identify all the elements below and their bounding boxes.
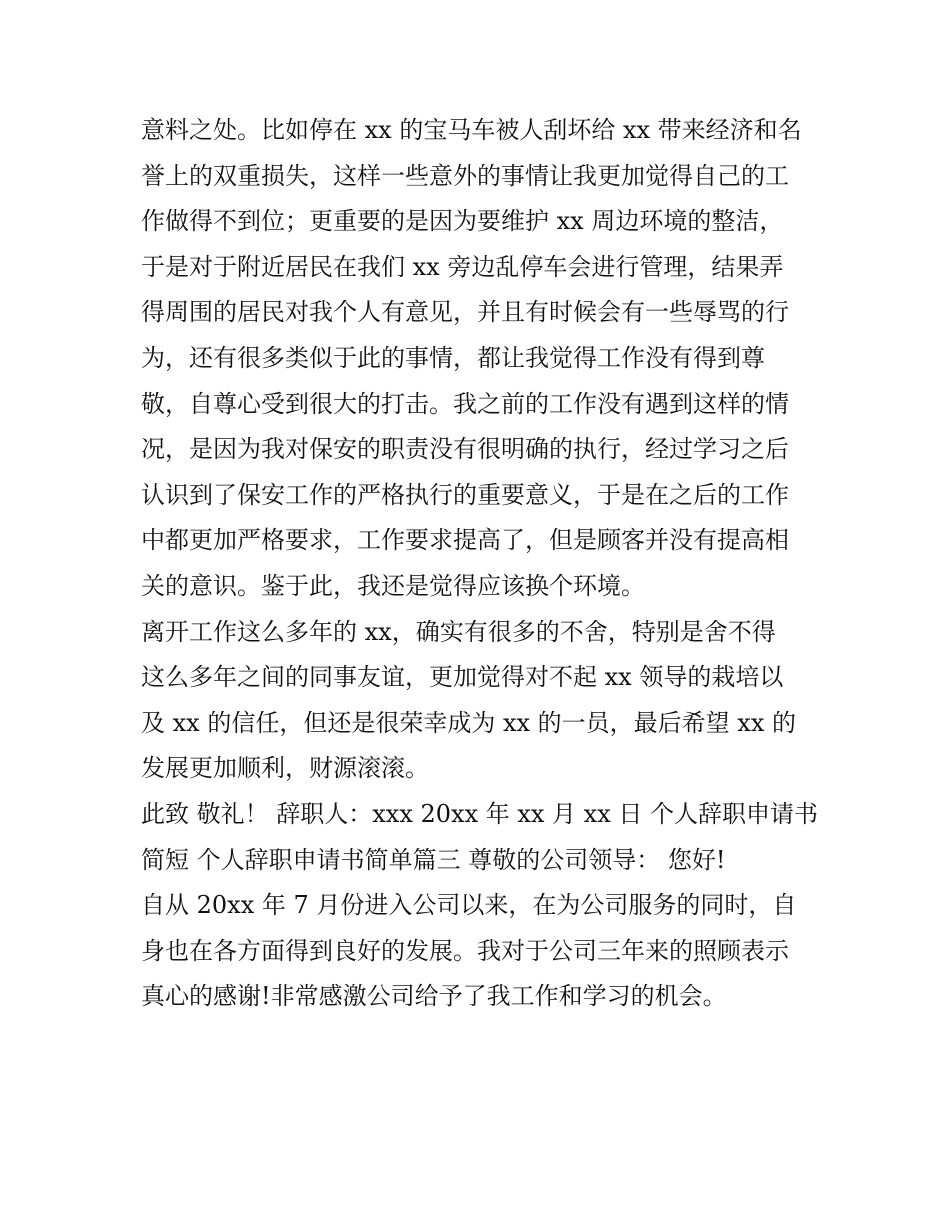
text-line: 简短 个人辞职申请书简单篇三 尊敬的公司领导： 您好! <box>141 845 726 874</box>
text-line: 作做得不到位；更重要的是因为要维护 xx 周边环境的整洁， <box>141 207 784 236</box>
text-line: 敬，自尊心受到很大的打击。我之前的工作没有遇到这样的情 <box>141 389 789 418</box>
text-line: 此致 敬礼！ 辞职人：xxx 20xx 年 xx 月 xx 日 个人辞职申请书 <box>141 799 819 828</box>
text-line: 于是对于附近居民在我们 xx 旁边乱停车会进行管理，结果弄 <box>141 252 784 281</box>
text-line: 意料之处。比如停在 xx 的宝马车被人刮坏给 xx 带来经济和名 <box>141 116 802 144</box>
text-line: 身也在各方面得到良好的发展。我对于公司三年来的照顾表示 <box>141 936 789 965</box>
text-line: 及 xx 的信任，但还是很荣幸成为 xx 的一员，最后希望 xx 的 <box>141 708 796 737</box>
text-line: 关的意识。鉴于此，我还是觉得应该换个环境。 <box>141 571 645 600</box>
body-text <box>141 108 821 1020</box>
text-line: 得周围的居民对我个人有意见，并且有时候会有一些辱骂的行 <box>141 298 789 327</box>
text-line: 这么多年之间的同事友谊，更加觉得对不起 xx 领导的栽培以 <box>141 663 784 692</box>
text-line: 离开工作这么多年的 xx，确实有很多的不舍，特别是舍不得 <box>141 617 776 646</box>
text-line: 真心的感谢!非常感激公司给予了我工作和学习的机会。 <box>141 982 727 1011</box>
text-line: 自从 20xx 年 7 月份进入公司以来，在为公司服务的同时，自 <box>141 891 797 920</box>
text-line: 况，是因为我对保安的职责没有很明确的执行，经过学习之后 <box>141 435 789 464</box>
text-line: 中都更加严格要求，工作要求提高了，但是顾客并没有提高相 <box>141 526 789 555</box>
text-line: 誉上的双重损失，这样一些意外的事情让我更加觉得自己的工 <box>141 161 789 190</box>
text-line: 为，还有很多类似于此的事情，都让我觉得工作没有得到尊 <box>141 343 765 372</box>
text-line: 认识到了保安工作的严格执行的重要意义，于是在之后的工作 <box>141 480 789 509</box>
text-line: 发展更加顺利，财源滚滚。 <box>141 754 429 783</box>
